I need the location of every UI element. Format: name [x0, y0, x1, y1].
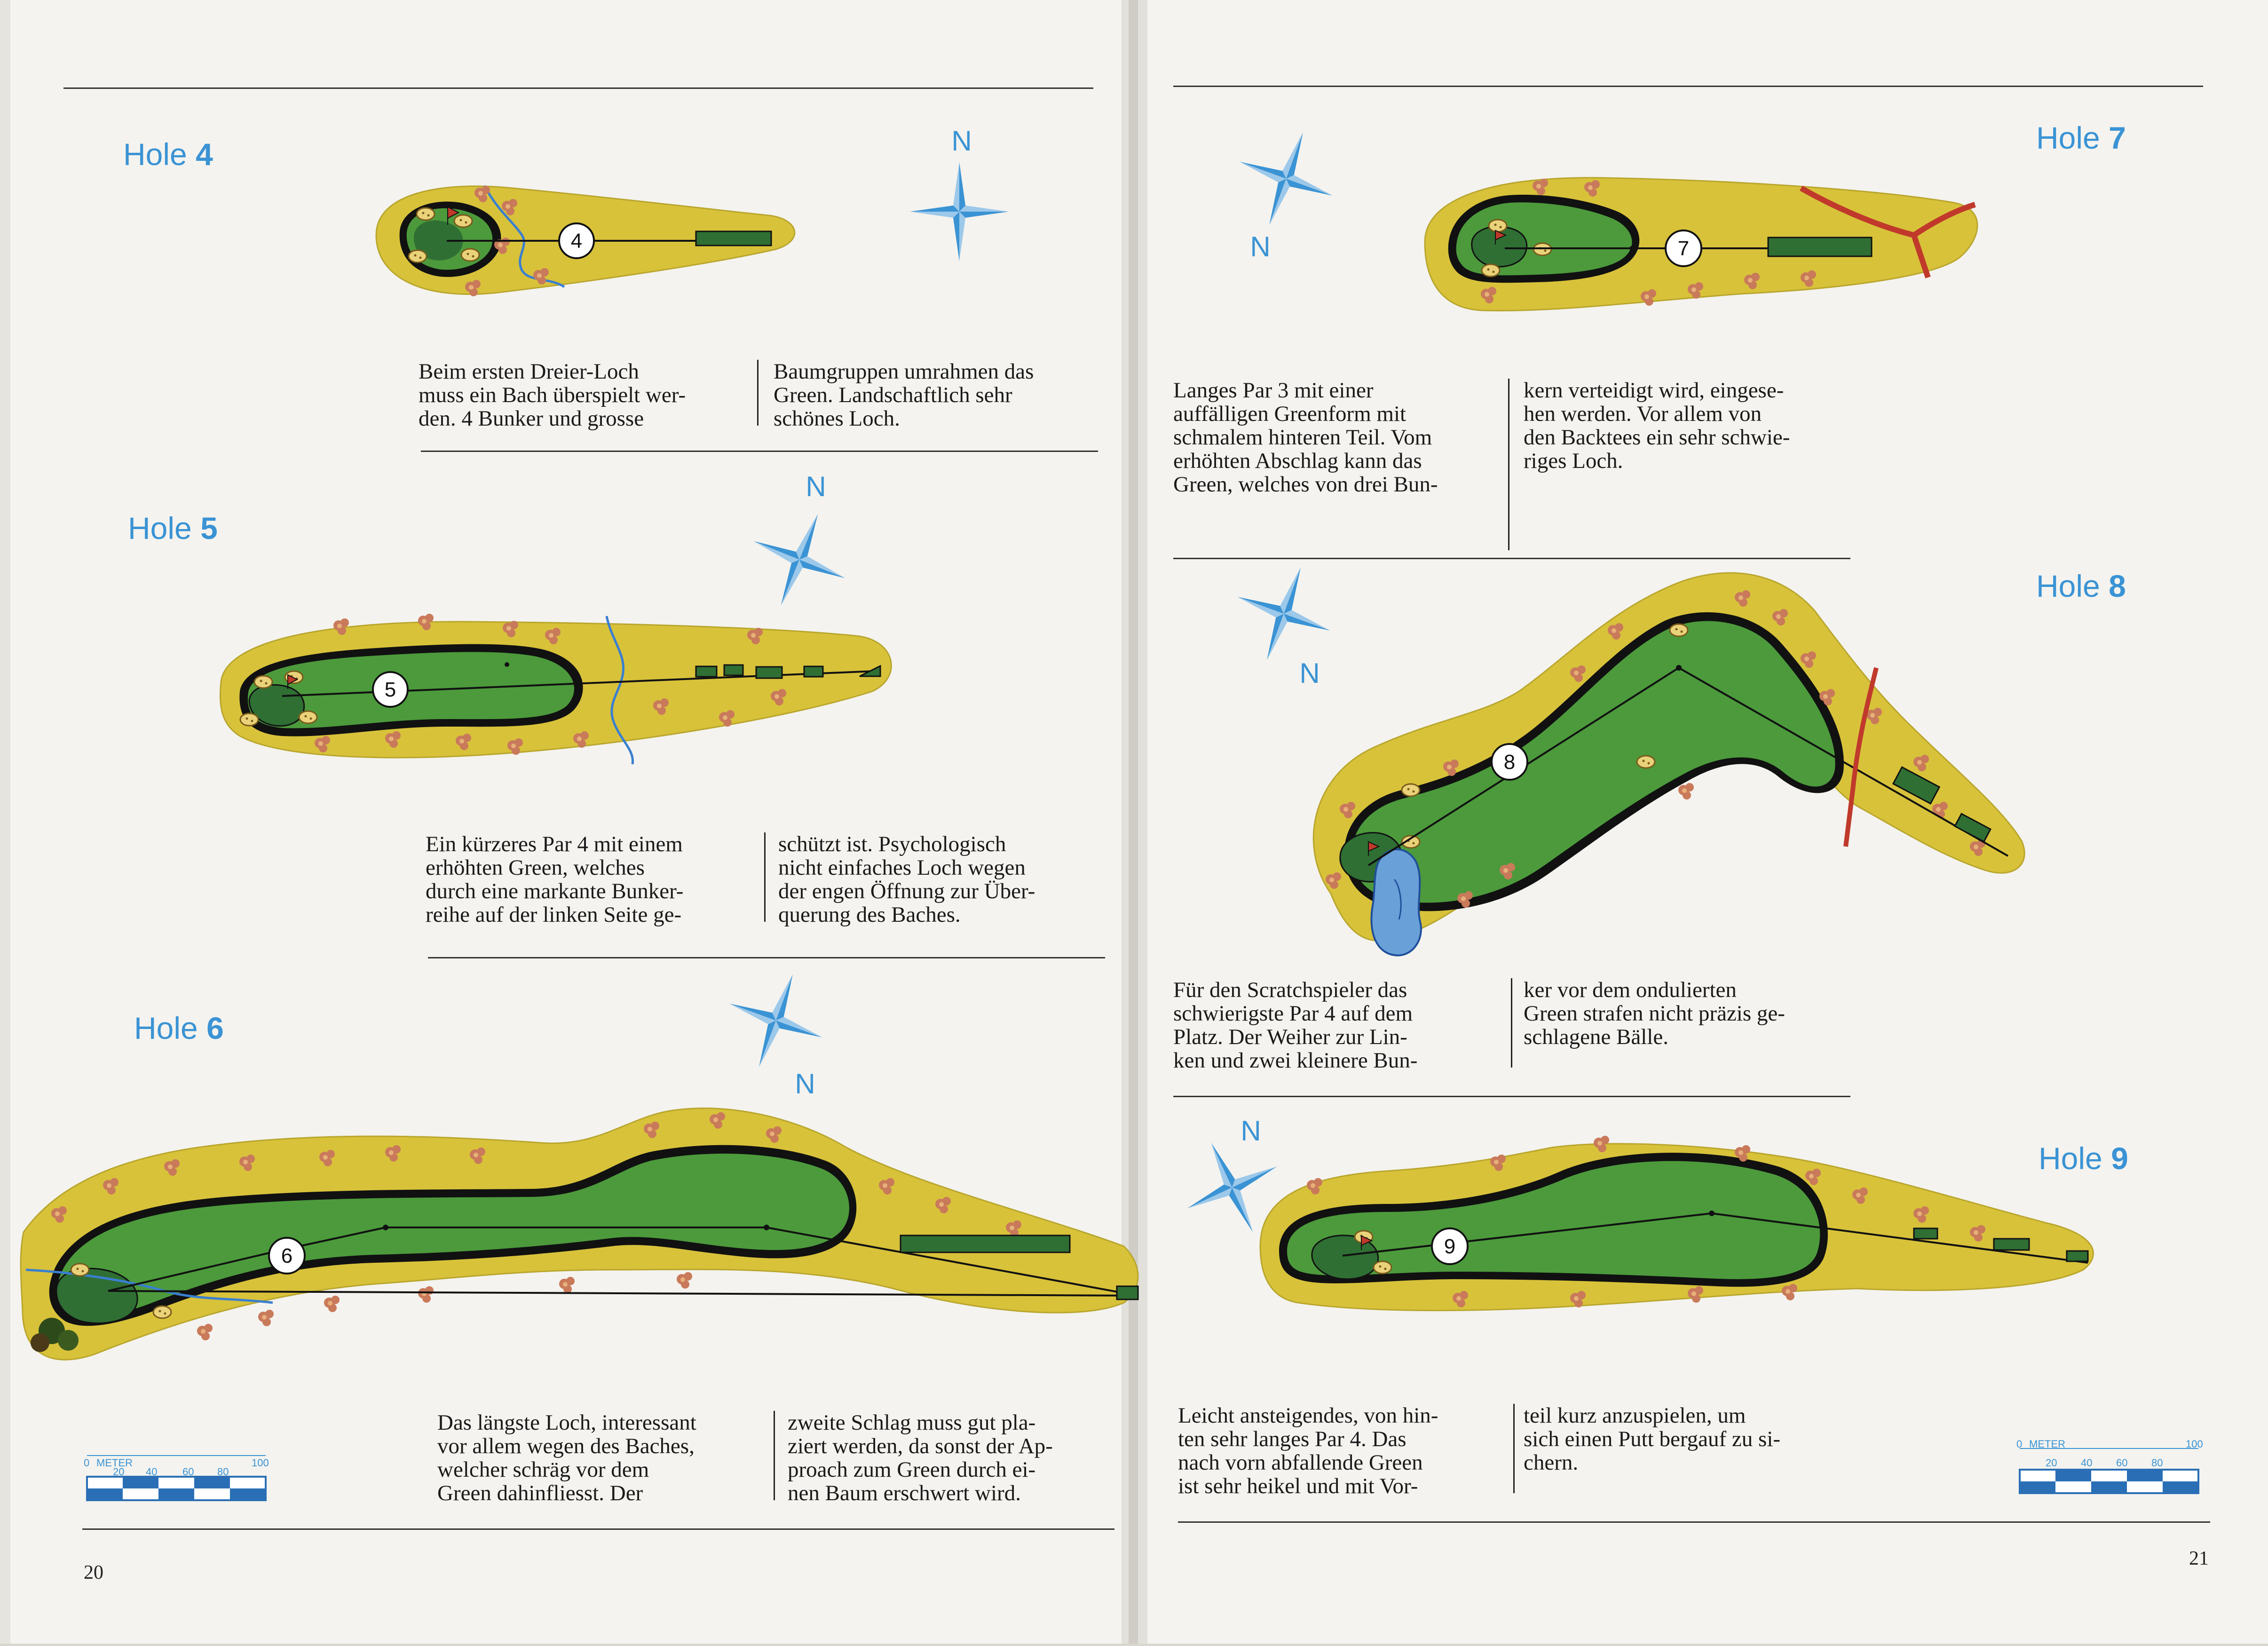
hole-8-title-number: 8	[2109, 569, 2126, 603]
hole-6-desc-line: Green dahinfliesst. Der	[437, 1481, 643, 1505]
hole-4-desc-line: muss ein Bach überspielt wer-	[419, 383, 686, 407]
hole-8-desc-line: Platz. Der Weiher zur Lin-	[1173, 1025, 1407, 1049]
hole-4-desc-col1	[419, 360, 724, 430]
hole-4-desc-line: Beim ersten Dreier-Loch	[419, 359, 639, 384]
hole-7-title	[2036, 120, 2126, 156]
scale-right-tick-20: 20	[2046, 1457, 2057, 1469]
hole-7-description	[1173, 379, 1850, 501]
left-bottom-rule	[82, 1528, 1114, 1530]
hole-6-desc-line: proach zum Green durch ei-	[788, 1457, 1036, 1482]
hole-5-title-label: Hole	[128, 511, 192, 546]
hole-6-desc-line: ziert werden, da sonst der Ap-	[788, 1434, 1053, 1458]
hole-9-desc-line: ist sehr heikel und mit Vor-	[1178, 1474, 1418, 1498]
hole-7-desc-line: hen werden. Vor allem von	[1524, 402, 1762, 426]
hole-7-desc-col1	[1173, 379, 1479, 496]
scale-right-tick-40: 40	[2081, 1457, 2093, 1469]
hole-8-desc-line: ker vor dem ondulierten	[1524, 978, 1737, 1002]
hole-6-number-marker: 6	[281, 1244, 293, 1267]
page-number-left: 20	[84, 1562, 103, 1583]
hole-7-desc-line: Green, welches von drei Bun-	[1173, 472, 1438, 497]
hole-6-desc-line: vor allem wegen des Baches,	[437, 1434, 695, 1458]
hole-9-title	[2039, 1140, 2128, 1176]
hole-4-title-label: Hole	[123, 137, 187, 172]
hole-8-number-marker: 8	[1503, 751, 1516, 774]
compass-hole-4-label: N	[951, 125, 972, 157]
compass-hole-9-label: N	[1241, 1115, 1261, 1147]
hole-4-number-marker: 4	[570, 229, 583, 253]
left-top-rule	[63, 87, 1093, 89]
compass-hole-7-label: N	[1250, 231, 1271, 262]
hole-4-desc-line: Green. Landschaftlich sehr	[774, 383, 1012, 407]
hole-5-desc-line: nicht einfaches Loch wegen	[778, 855, 1026, 880]
hole-5-title	[128, 510, 218, 546]
hole-7-desc-line: auffälligen Greenform mit	[1173, 402, 1407, 426]
hole-7-title-label: Hole	[2036, 120, 2100, 155]
hole-5-desc-col1	[426, 832, 731, 926]
hole-7-bottom-rule	[1173, 558, 1850, 559]
hole-4-desc-line: schönes Loch.	[774, 406, 900, 431]
hole-6-desc-line: nen Baum erschwert wird.	[788, 1481, 1021, 1505]
hole-6-desc-col1	[437, 1411, 743, 1505]
hole-5-number-marker: 5	[384, 678, 396, 701]
hole-4-desc-col2	[774, 360, 1079, 430]
hole-9-desc-col1	[1178, 1404, 1484, 1498]
hole-8-desc-line: Green strafen nicht präzis ge-	[1524, 1001, 1785, 1026]
hole-5-desc-line: erhöhten Green, welches	[426, 855, 645, 880]
scale-right-tick-80: 80	[2151, 1457, 2163, 1469]
hole-7-number-marker: 7	[1677, 237, 1690, 260]
hole-8-description	[1173, 978, 1850, 1077]
hole-5-title-number: 5	[200, 511, 218, 546]
hole-7-desc-divider	[1508, 379, 1509, 550]
hole-8-desc-col2	[1524, 978, 1829, 1049]
scale-left-tick-20: 20	[113, 1466, 125, 1478]
hole-9-desc-divider	[1513, 1404, 1515, 1493]
hole-5-bottom-rule	[428, 957, 1105, 958]
hole-6-desc-line: zweite Schlag muss gut pla-	[788, 1410, 1036, 1435]
right-top-rule	[1173, 86, 2203, 87]
hole-9-desc-line: chern.	[1524, 1450, 1579, 1475]
hole-5-desc-divider	[764, 832, 766, 922]
hole-6-desc-line: welcher schräg vor dem	[437, 1457, 649, 1482]
compass-hole-5-label: N	[806, 471, 826, 502]
hole-5-desc-col2	[778, 832, 1084, 926]
hole-9-desc-col2	[1524, 1404, 1829, 1474]
gutter	[1129, 0, 1138, 1644]
hole-7-desc-line: kern verteidigt wird, eingese-	[1524, 378, 1784, 403]
hole-7-desc-line: riges Loch.	[1524, 449, 1623, 473]
compass-hole-8-label: N	[1299, 657, 1320, 689]
compass-hole-6-label: N	[795, 1068, 815, 1100]
hole-5-desc-line: schützt ist. Psychologisch	[778, 832, 1006, 856]
hole-9-desc-line: teil kurz anzuspielen, um	[1524, 1403, 1746, 1428]
hole-4-description	[419, 360, 1096, 435]
page-number-right: 21	[2189, 1548, 2209, 1569]
hole-9-title-number: 9	[2111, 1141, 2128, 1176]
hole-6-desc-line: Das längste Loch, interessant	[437, 1410, 696, 1435]
hole-4-desc-line: den. 4 Bunker und grosse	[419, 406, 644, 431]
scale-left-tick-80: 80	[217, 1466, 229, 1478]
hole-4-bottom-rule	[421, 451, 1098, 452]
right-bottom-rule	[1178, 1521, 2210, 1523]
scale-right-tick-0: 0	[2016, 1438, 2023, 1450]
hole-9-desc-line: nach vorn abfallende Green	[1178, 1450, 1423, 1475]
hole-6-desc-col2	[788, 1411, 1093, 1505]
hole-7-title-number: 7	[2109, 120, 2126, 155]
hole-8-title-label: Hole	[2036, 569, 2100, 603]
hole-8-bottom-rule	[1173, 1096, 1850, 1097]
scale-left-tick-0: 0	[84, 1457, 90, 1469]
hole-4-title	[123, 136, 213, 172]
scale-left-tick-60: 60	[182, 1466, 194, 1478]
hole-8-desc-divider	[1511, 978, 1512, 1068]
scale-left-tick-40: 40	[146, 1466, 158, 1478]
hole-8-desc-line: ken und zwei kleinere Bun-	[1173, 1048, 1418, 1073]
hole-8-desc-line: schwierigste Par 4 auf dem	[1173, 1001, 1413, 1026]
hole-5-desc-line: reihe auf der linken Seite ge-	[426, 902, 682, 927]
hole-4-desc-divider	[757, 360, 759, 426]
hole-4-title-number: 4	[196, 137, 213, 172]
scale-left-tick-100: 100	[252, 1457, 269, 1469]
hole-9-desc-line: ten sehr langes Par 4. Das	[1178, 1427, 1407, 1451]
hole-6-desc-divider	[774, 1411, 775, 1500]
hole-7-desc-line: erhöhten Abschlag kann das	[1173, 449, 1422, 473]
hole-7-desc-line: schmalem hinteren Teil. Vom	[1173, 425, 1432, 450]
hole-5-desc-line: durch eine markante Bunker-	[426, 879, 684, 903]
hole-8-desc-line: schlagene Bälle.	[1524, 1025, 1668, 1049]
hole-4-desc-line: Baumgruppen umrahmen das	[774, 359, 1034, 384]
hole-9-desc-line: Leicht ansteigendes, von hin-	[1178, 1403, 1438, 1428]
hole-6-description	[437, 1411, 1114, 1510]
hole-5-desc-line: querung des Baches.	[778, 902, 961, 927]
hole-7-desc-col2	[1524, 379, 1829, 473]
scale-left-unit: METER	[96, 1457, 133, 1469]
hole-9-desc-line: sich einen Putt bergauf zu si-	[1524, 1427, 1781, 1451]
hole-9-title-label: Hole	[2039, 1141, 2102, 1176]
hole-9-number-marker: 9	[1444, 1235, 1456, 1258]
scale-right-tick-100: 100	[2186, 1438, 2203, 1450]
hole-6-title-number: 6	[206, 1011, 224, 1045]
page-edge-left	[0, 0, 10, 1644]
scale-right-tick-60: 60	[2116, 1457, 2128, 1469]
hole-8-desc-line: Für den Scratchspieler das	[1173, 978, 1407, 1002]
hole-5-desc-line: Ein kürzeres Par 4 mit einem	[426, 832, 683, 856]
scale-right-unit: METER	[2029, 1438, 2065, 1450]
hole-5-desc-line: der engen Öffnung zur Über-	[778, 879, 1035, 903]
hole-5-description	[426, 832, 1103, 931]
hole-6-title	[134, 1010, 224, 1046]
hole-8-desc-col1	[1173, 978, 1479, 1072]
hole-8-title	[2036, 568, 2126, 604]
hole-7-desc-line: den Backtees ein sehr schwie-	[1524, 425, 1790, 450]
hole-7-desc-line: Langes Par 3 mit einer	[1173, 378, 1374, 403]
hole-6-title-label: Hole	[134, 1011, 198, 1045]
hole-9-description	[1178, 1404, 1855, 1503]
